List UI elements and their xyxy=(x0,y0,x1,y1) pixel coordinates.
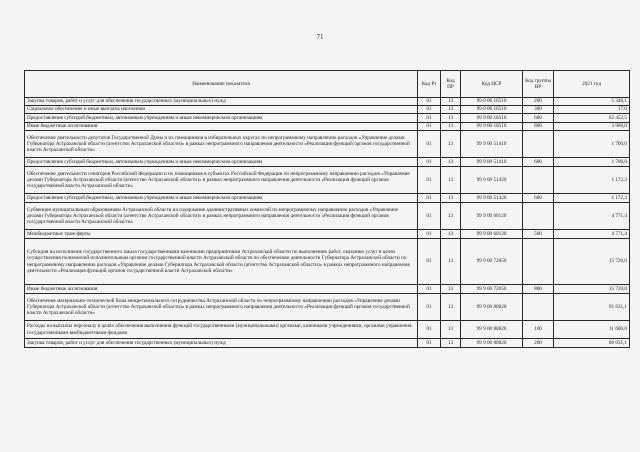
row-pr-cell: 13 xyxy=(441,321,461,339)
table-row xyxy=(25,285,630,294)
row-rz-cell: 01 xyxy=(418,167,441,194)
row-pr-cell: 13 xyxy=(441,167,461,194)
row-rz-cell: 01 xyxy=(418,114,441,123)
row-amount-cell: 1 700,0 xyxy=(554,131,630,158)
budget-table xyxy=(24,70,630,348)
row-rz-cell: 01 xyxy=(418,339,441,348)
row-rz-cell: 01 xyxy=(418,106,441,114)
row-rz-cell: 01 xyxy=(418,321,441,339)
row-vr-cell: 200 xyxy=(523,339,554,348)
row-name-cell: Закупка товаров, работ и услуг для обеспечения государственных (муниципальных) нужд xyxy=(25,98,418,106)
row-csr-cell: 99 9 00 10510 xyxy=(461,123,523,131)
row-pr-cell: 13 xyxy=(441,106,461,114)
row-name-cell: Закупка товаров, работ и услуг для обеспечения государственных (муниципальных) нужд xyxy=(25,339,418,348)
row-pr-cell: 13 xyxy=(441,339,461,348)
row-rz-cell: 01 xyxy=(418,230,441,239)
header-name: Наименование показателя xyxy=(25,71,418,98)
header-amount: 2021 год xyxy=(554,71,630,98)
row-name-cell: Межбюджетные трансферты xyxy=(25,230,418,239)
row-pr-cell: 13 xyxy=(441,98,461,106)
table-header-row xyxy=(25,71,630,98)
row-name-cell: Обеспечение материально-технической базы межрегионального сотрудничества Астраханской области по непрограммному направлению расходов «Управление делами Губернатора Астраханской области (агентство Астраханской области)» в рамках непрограммного направления деятельности «Реализация функций органов государственной власти Астраханской области» xyxy=(25,294,418,321)
row-name-cell: Предоставление субсидий бюджетным, автономным учреждениям и иным некоммерческим организациям xyxy=(25,114,418,123)
row-csr-cell: 99 9 00 80820 xyxy=(461,294,523,321)
table-row xyxy=(25,167,630,194)
row-vr-cell: 600 xyxy=(523,194,554,203)
row-name-cell: Обеспечение деятельности депутатов Государственной Думы и их помощников в избирательных округах по непрограммному направлению расходов «Управление делами Губернатора Астраханской области (агентство Астраханской области)» в рамках непрограммного направления деятельности «Реализация функций органов государственной власти Астраханской области» xyxy=(25,131,418,158)
row-name-cell: Социальное обеспечение и иные выплаты населению xyxy=(25,106,418,114)
row-rz-cell: 01 xyxy=(418,294,441,321)
row-pr-cell: 13 xyxy=(441,194,461,203)
table-row xyxy=(25,321,630,339)
row-rz-cell: 01 xyxy=(418,285,441,294)
row-csr-cell: 99 9 00 60120 xyxy=(461,230,523,239)
row-name-cell: Предоставление субсидий бюджетным, автономным учреждениям и иным некоммерческим организациям xyxy=(25,194,418,203)
row-csr-cell: 99 9 00 72050 xyxy=(461,285,523,294)
row-vr-cell xyxy=(523,131,554,158)
table-row xyxy=(25,194,630,203)
row-amount-cell: 3 900,0 xyxy=(554,123,630,131)
row-vr-cell: 600 xyxy=(523,158,554,167)
row-vr-cell xyxy=(523,239,554,285)
row-csr-cell: 99 9 00 51410 xyxy=(461,131,523,158)
row-amount-cell: 11 600,0 xyxy=(554,321,630,339)
row-amount-cell: 80 031,1 xyxy=(554,339,630,348)
table-row xyxy=(25,123,630,131)
row-amount-cell: 1 700,0 xyxy=(554,158,630,167)
row-pr-cell: 13 xyxy=(441,123,461,131)
row-csr-cell: 99 9 00 51420 xyxy=(461,167,523,194)
row-amount-cell: 15 720,0 xyxy=(554,285,630,294)
row-csr-cell: 99 9 00 72050 xyxy=(461,239,523,285)
row-pr-cell: 13 xyxy=(441,230,461,239)
row-amount-cell: 62 452,5 xyxy=(554,114,630,123)
row-amount-cell: 4 771,4 xyxy=(554,230,630,239)
row-csr-cell: 99 9 00 10510 xyxy=(461,114,523,123)
row-pr-cell: 13 xyxy=(441,114,461,123)
row-vr-cell: 100 xyxy=(523,321,554,339)
row-name-cell: Предоставление субсидий бюджетным, автономным учреждениям и иным некоммерческим организациям xyxy=(25,158,418,167)
header-pr: Код ПР xyxy=(441,71,461,98)
row-amount-cell: 5 348,1 xyxy=(554,98,630,106)
table-row xyxy=(25,98,630,106)
row-vr-cell: 200 xyxy=(523,98,554,106)
row-pr-cell: 13 xyxy=(441,131,461,158)
row-csr-cell: 99 9 00 51420 xyxy=(461,194,523,203)
table-row xyxy=(25,131,630,158)
row-vr-cell: 500 xyxy=(523,230,554,239)
row-amount-cell: 1 172,3 xyxy=(554,194,630,203)
row-amount-cell: 4 771,4 xyxy=(554,203,630,230)
row-rz-cell: 01 xyxy=(418,203,441,230)
header-csr: Код ЦСР xyxy=(461,71,523,98)
row-name-cell: Субсидия на исполнение государственного заказа государственными казенными предприятиями Астраханской области по выполнению работ, оказанию услуг в целях осуществления полномочий исполнительным органом государственной власти Астраханской области по обеспечению деятельности Губернатора Астраханской области по непрограммному направлению расходов «Управление делами Губернатора Астраханской области (агентство Астраханской области)» в рамках непрограммного направления деятельности «Реализация функций органов государственной власти Астраханской области» xyxy=(25,239,418,285)
row-amount-cell: 91 631,1 xyxy=(554,294,630,321)
page-number: 71 xyxy=(316,33,324,41)
row-csr-cell: 99 9 00 51410 xyxy=(461,158,523,167)
header-rz: Код Рз xyxy=(418,71,441,98)
table-row xyxy=(25,106,630,114)
row-pr-cell: 13 xyxy=(441,239,461,285)
row-vr-cell xyxy=(523,203,554,230)
row-csr-cell: 99 9 00 10510 xyxy=(461,106,523,114)
row-rz-cell: 01 xyxy=(418,131,441,158)
row-rz-cell: 01 xyxy=(418,158,441,167)
row-pr-cell: 13 xyxy=(441,294,461,321)
table-row xyxy=(25,230,630,239)
row-name-cell: Обеспечение деятельности сенаторов Российской Федерации и их помощников в субъектах Российской Федерации по непрограммному направлению расходов «Управление делами Губернатора Астраханской области (агентство Астраханской области)» в рамках непрограммного направления деятельности «Реализация функций органов государственной власти Астраханской области» xyxy=(25,167,418,194)
row-csr-cell: 99 9 00 80820 xyxy=(461,321,523,339)
row-name-cell: Иные бюджетные ассигнования xyxy=(25,123,418,131)
row-pr-cell: 13 xyxy=(441,158,461,167)
row-pr-cell: 13 xyxy=(441,203,461,230)
row-rz-cell: 01 xyxy=(418,239,441,285)
row-rz-cell: 01 xyxy=(418,98,441,106)
table-row xyxy=(25,158,630,167)
row-amount-cell: 15 720,0 xyxy=(554,239,630,285)
row-rz-cell: 01 xyxy=(418,123,441,131)
row-csr-cell: 99 9 00 80820 xyxy=(461,339,523,348)
row-pr-cell: 13 xyxy=(441,285,461,294)
table-row xyxy=(25,339,630,348)
table-row xyxy=(25,203,630,230)
row-csr-cell: 99 9 00 10510 xyxy=(461,98,523,106)
row-vr-cell xyxy=(523,167,554,194)
row-vr-cell: 600 xyxy=(523,114,554,123)
row-vr-cell: 800 xyxy=(523,285,554,294)
row-rz-cell: 01 xyxy=(418,194,441,203)
row-vr-cell xyxy=(523,294,554,321)
row-vr-cell: 800 xyxy=(523,123,554,131)
table-row xyxy=(25,114,630,123)
row-amount-cell: 1 172,3 xyxy=(554,167,630,194)
row-name-cell: Иные бюджетные ассигнования xyxy=(25,285,418,294)
table-row xyxy=(25,239,630,285)
row-vr-cell: 300 xyxy=(523,106,554,114)
header-vr: Код группы ВР xyxy=(523,71,554,98)
table-row xyxy=(25,294,630,321)
row-name-cell: Субвенция муниципальным образованиям Астраханской области на содержание административных комиссий по непрограммному направлению расходов «Управление делами Губернатора Астраханской области (агентство Астраханской области)» в рамках непрограммного направления деятельности «Реализация функций органов государственной власти Астраханской области» xyxy=(25,203,418,230)
row-csr-cell: 99 9 00 60120 xyxy=(461,203,523,230)
row-amount-cell: 17,0 xyxy=(554,106,630,114)
row-name-cell: Расходы на выплаты персоналу в целях обеспечения выполнения функций государственными (муниципальными) органами, казенными учреждениями, органами управления государственными внебюджетными фондами xyxy=(25,321,418,339)
